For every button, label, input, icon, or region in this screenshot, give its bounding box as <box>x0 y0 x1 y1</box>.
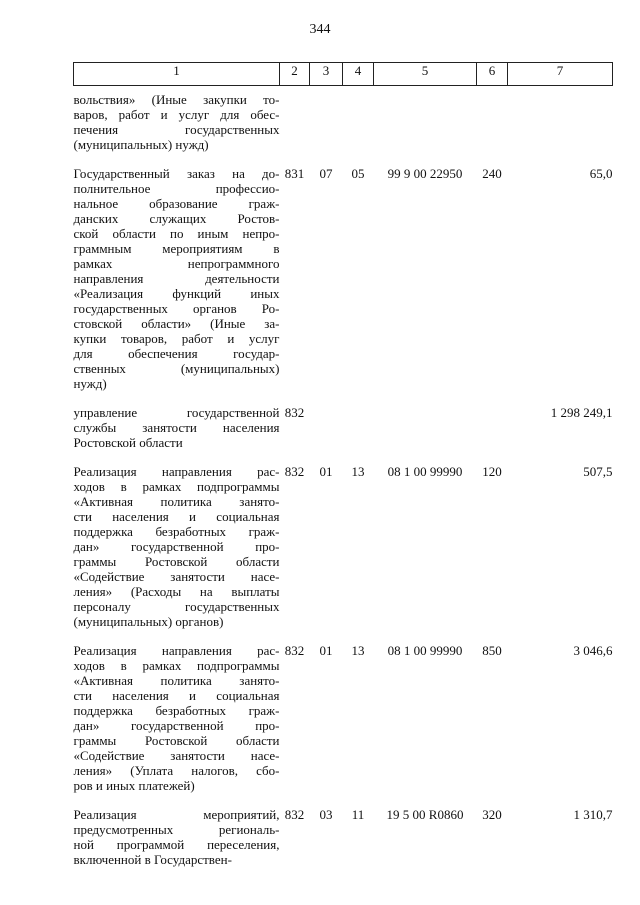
amount: 507,5 <box>583 464 613 479</box>
description-line: «Активная политика занято- <box>73 673 280 688</box>
description-line: «Содействие занятости насе- <box>73 748 280 763</box>
table-row <box>74 152 613 391</box>
description-line: ской области по иным непро- <box>73 226 280 241</box>
description-line: ной программой переселения, <box>73 837 280 852</box>
row-description <box>74 152 280 391</box>
section-code: 03 <box>319 807 333 822</box>
description-line: Реализация направления рас- <box>73 643 280 658</box>
description-line: ления» (Расходы на выплаты <box>73 584 280 599</box>
table-row <box>74 391 613 450</box>
description-line: рамках непрограммного <box>73 256 280 271</box>
amount: 1 310,7 <box>573 807 613 822</box>
header-col-4: 4 <box>343 63 374 86</box>
description-line: граммным мероприятиям в <box>73 241 280 256</box>
row-description <box>74 450 280 629</box>
expense-type-code: 320 <box>482 807 502 822</box>
description-line: сти населения и социальная <box>73 688 280 703</box>
header-col-3: 3 <box>310 63 343 86</box>
description-line: «Содействие занятости насе- <box>73 569 280 584</box>
description-line: нальное образование граж- <box>73 196 280 211</box>
target-article-code: 19 5 00 R0860 <box>386 807 464 822</box>
description-line: стовской области» (Иные за- <box>73 316 280 331</box>
description-line: персоналу государственных <box>73 599 280 614</box>
description-line: для обеспечения государ- <box>73 346 280 361</box>
description-line: Реализация направления рас- <box>73 464 280 479</box>
description-line: службы занятости населения <box>73 420 280 435</box>
section-code: 01 <box>319 464 333 479</box>
description-line: нужд) <box>73 376 107 391</box>
description-line: вольствия» (Иные закупки то- <box>73 92 280 107</box>
admin-code: 832 <box>284 464 305 479</box>
description-line: ления» (Уплата налогов, сбо- <box>73 763 280 778</box>
subsection-code <box>343 391 374 450</box>
subsection-code: 05 <box>351 166 365 181</box>
row-description <box>74 629 280 793</box>
description-line: полнительное профессио- <box>73 181 280 196</box>
description-line: дан» государственной про- <box>73 539 280 554</box>
description-line: «Реализация функций иных <box>73 286 280 301</box>
amount <box>508 86 613 153</box>
target-article-code <box>374 86 477 153</box>
admin-code: 832 <box>284 405 305 420</box>
section-code: 07 <box>319 166 333 181</box>
subsection-code <box>343 86 374 153</box>
section-code: 01 <box>319 643 333 658</box>
page-number: 344 <box>309 22 331 37</box>
amount: 1 298 249,1 <box>550 405 613 420</box>
admin-code: 831 <box>284 166 305 181</box>
admin-code <box>280 86 310 153</box>
header-col-7: 7 <box>508 63 613 86</box>
target-article-code: 99 9 00 22950 <box>387 166 463 181</box>
table-row <box>74 629 613 793</box>
section-code <box>310 86 343 153</box>
description-line: Реализация мероприятий, <box>73 807 280 822</box>
subsection-code: 13 <box>351 643 365 658</box>
description-line: ственных (муниципальных) <box>73 361 280 376</box>
target-article-code <box>374 391 477 450</box>
table-row <box>74 86 613 153</box>
description-line: граммы Ростовской области <box>73 733 280 748</box>
header-col-2: 2 <box>280 63 310 86</box>
description-line: управление государственной <box>73 405 280 420</box>
table-row <box>74 793 613 867</box>
description-line: варов, работ и услуг для обес- <box>73 107 280 122</box>
subsection-code: 11 <box>351 807 365 822</box>
header-col-1: 1 <box>74 63 280 86</box>
target-article-code: 08 1 00 99990 <box>387 643 463 658</box>
description-line: ходов в рамках подпрограммы <box>73 658 280 673</box>
description-line: купки товаров, работ и услуг <box>73 331 280 346</box>
expense-type-code <box>477 391 508 450</box>
description-line: предусмотренных региональ- <box>73 822 280 837</box>
row-description <box>74 391 280 450</box>
admin-code: 832 <box>284 643 305 658</box>
header-col-5: 5 <box>374 63 477 86</box>
description-line: Ростовской области <box>73 435 183 450</box>
expense-type-code <box>477 86 508 153</box>
target-article-code: 08 1 00 99990 <box>387 464 463 479</box>
section-code <box>310 391 343 450</box>
amount: 65,0 <box>589 166 613 181</box>
description-line: поддержка безработных граж- <box>73 524 280 539</box>
description-line: Государственный заказ на до- <box>73 166 280 181</box>
description-line: «Активная политика занято- <box>73 494 280 509</box>
table-row <box>74 450 613 629</box>
description-line: (муниципальных) нужд) <box>73 137 209 152</box>
description-line: данских служащих Ростов- <box>73 211 280 226</box>
amount: 3 046,6 <box>573 643 613 658</box>
row-description <box>74 86 280 153</box>
admin-code: 832 <box>284 807 305 822</box>
budget-table <box>73 62 613 867</box>
subsection-code: 13 <box>351 464 365 479</box>
description-line: направления деятельности <box>73 271 280 286</box>
description-line: ров и иных платежей) <box>73 778 195 793</box>
description-line: поддержка безработных граж- <box>73 703 280 718</box>
expense-type-code: 240 <box>482 166 502 181</box>
description-line: включенной в Государствен- <box>73 852 232 867</box>
description-line: (муниципальных) органов) <box>73 614 224 629</box>
table-header-row <box>74 63 613 86</box>
expense-type-code: 850 <box>482 643 502 658</box>
header-col-6: 6 <box>477 63 508 86</box>
row-description <box>74 793 280 867</box>
expense-type-code: 120 <box>482 464 502 479</box>
description-line: печения государственных <box>73 122 280 137</box>
table-body <box>74 86 613 868</box>
description-line: сти населения и социальная <box>73 509 280 524</box>
description-line: дан» государственной про- <box>73 718 280 733</box>
description-line: ходов в рамках подпрограммы <box>73 479 280 494</box>
description-line: государственных органов Ро- <box>73 301 280 316</box>
description-line: граммы Ростовской области <box>73 554 280 569</box>
